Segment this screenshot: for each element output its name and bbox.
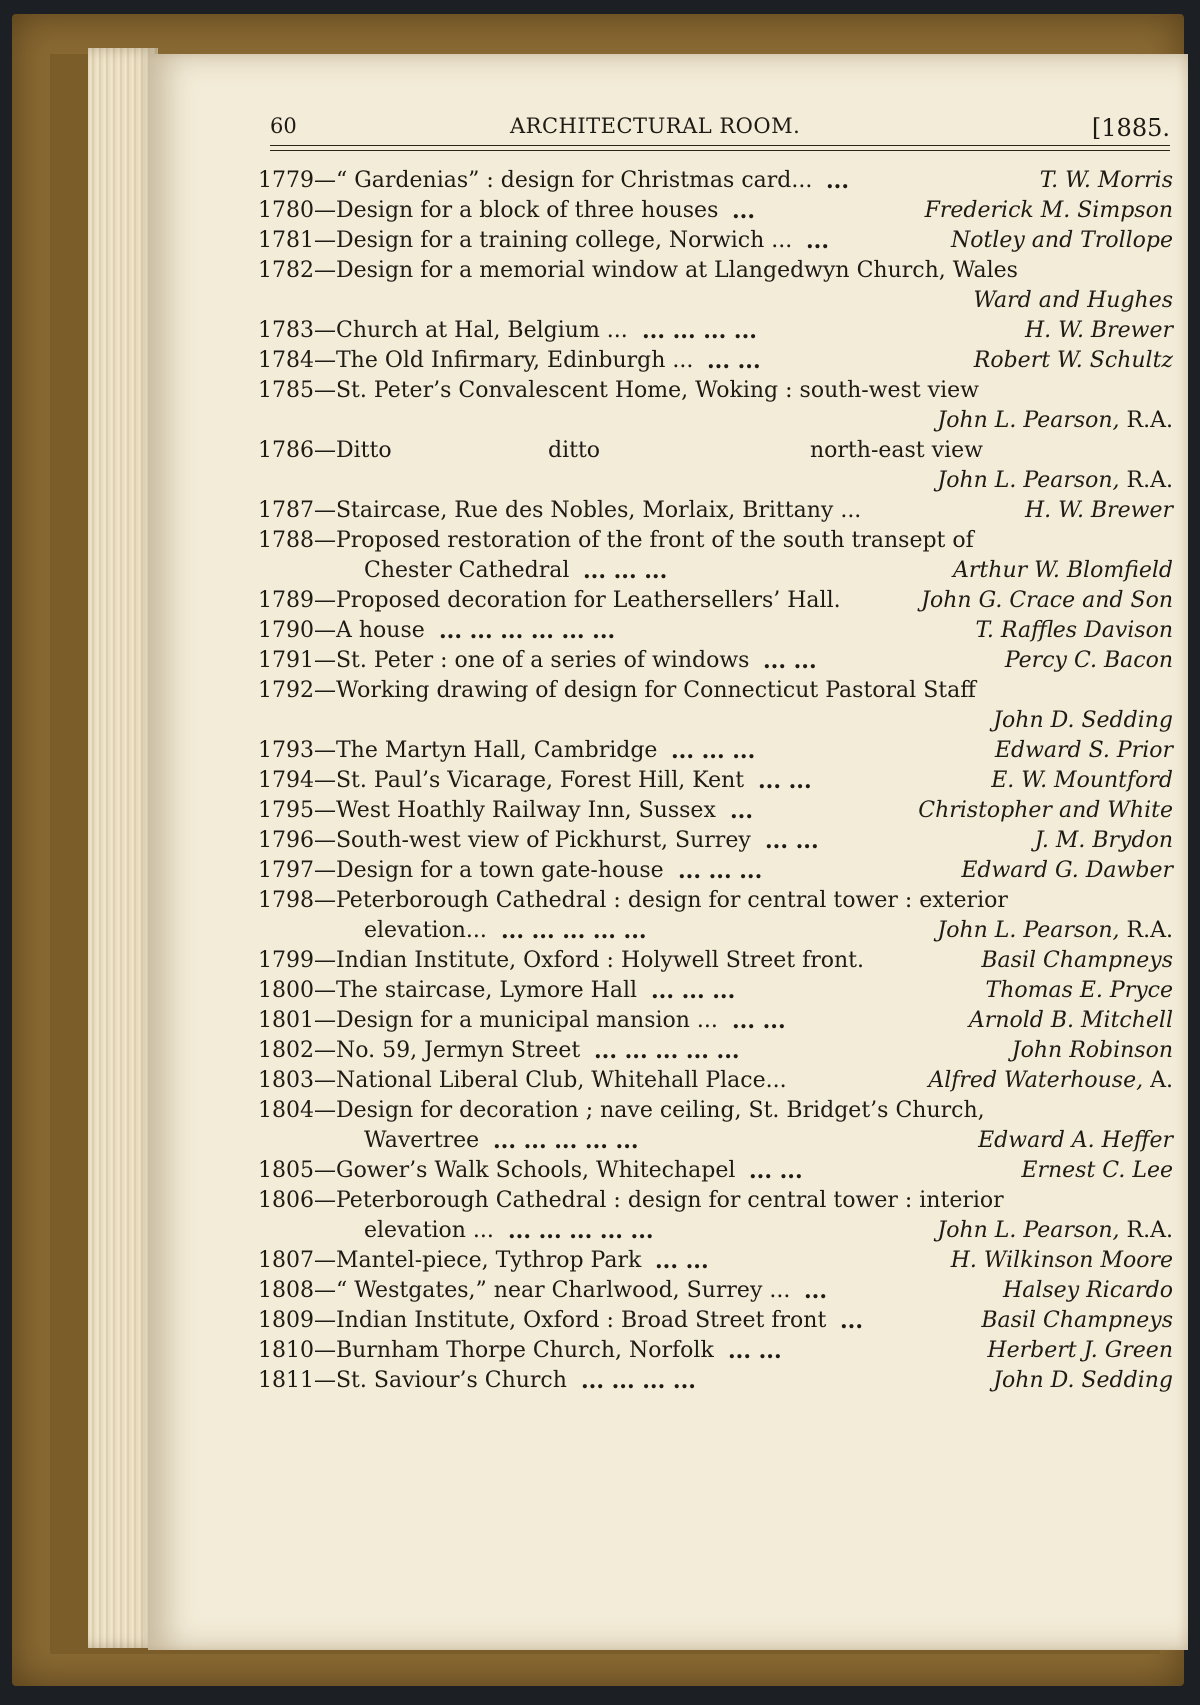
entry-title: 1792—Working drawing of design for Connecticut Pastoral Staff — [258, 678, 976, 703]
entry-line — [258, 916, 1173, 946]
artist-name — [978, 1126, 1173, 1156]
artist-name-text: H. W. Brewer — [1025, 498, 1173, 523]
artist-name-text: Arthur W. Blomfield — [953, 558, 1173, 583]
artist-name-text: T. W. Morris — [1039, 168, 1173, 193]
leader-dots: ... — [826, 168, 849, 194]
artist-name — [991, 766, 1173, 796]
entry-title: 1780—Design for a block of three houses — [258, 198, 719, 223]
entry-line — [258, 1186, 1173, 1216]
entry-title: 1793—The Martyn Hall, Cambridge — [258, 738, 658, 763]
entry-title: 1806—Peterborough Cathedral : design for central tower : interior — [258, 1188, 1004, 1213]
entry-line — [258, 1066, 1173, 1096]
entry-line — [258, 1366, 1173, 1396]
entry-title: 1794—St. Paul’s Vicarage, Forest Hill, Kent — [258, 768, 745, 793]
leader-dots: ... ... ... — [651, 978, 736, 1004]
artist-name-text: Edward S. Prior — [994, 738, 1173, 763]
entry-title: 1811—St. Saviour’s Church — [258, 1368, 567, 1393]
catalogue-entry-1800 — [258, 976, 1173, 1006]
leader-dots: ... ... ... ... ... — [508, 1218, 654, 1244]
leader-dots: ... ... ... — [583, 558, 668, 584]
entry-title: 1781—Design for a training college, Norwich ... — [258, 228, 793, 253]
artist-name-text: John L. Pearson, — [937, 1218, 1120, 1243]
ditto-mark: ditto — [548, 438, 601, 463]
running-header — [270, 114, 1170, 154]
entry-line — [258, 316, 1173, 346]
entry-line — [258, 346, 1173, 376]
catalogue-entry-1808 — [258, 1276, 1173, 1306]
catalogue-entry-1781 — [258, 226, 1173, 256]
entry-line — [258, 286, 1173, 316]
entry-title: 1779—“ Gardenias” : design for Christmas card... — [258, 168, 813, 193]
artist-name — [987, 1336, 1173, 1366]
entry-title: 1797—Design for a town gate-house — [258, 858, 664, 883]
artist-name-text: Ernest C. Lee — [1021, 1158, 1173, 1183]
artist-name — [1003, 1276, 1173, 1306]
entry-title-continued: elevation... — [364, 918, 487, 943]
artist-name — [1025, 316, 1173, 346]
artist-name — [921, 586, 1173, 616]
entry-line — [258, 886, 1173, 916]
catalogue-entry-1792 — [258, 676, 1173, 736]
artist-name-text: Basil Champneys — [981, 948, 1173, 973]
artist-name — [974, 346, 1173, 376]
leader-dots: ... ... — [765, 828, 819, 854]
artist-name-text: Halsey Ricardo — [1003, 1278, 1173, 1303]
entry-title: 1785—St. Peter’s Convalescent Home, Woking : south-west view — [258, 378, 979, 403]
artist-name-text: Basil Champneys — [981, 1308, 1173, 1333]
catalogue-entry-1793 — [258, 736, 1173, 766]
catalogue-entry-1796 — [258, 826, 1173, 856]
year-marker: [1885. — [1091, 114, 1170, 142]
artist-name — [981, 946, 1173, 976]
entry-line — [258, 436, 1173, 466]
entry-line — [258, 946, 1173, 976]
entry-line — [258, 1336, 1173, 1366]
artist-name-text: John G. Crace and Son — [921, 588, 1173, 613]
entry-line — [258, 736, 1173, 766]
leader-dots: ... ... — [758, 768, 812, 794]
catalogue-entry-1779 — [258, 166, 1173, 196]
artist-name-text: Edward G. Dawber — [961, 858, 1173, 883]
entry-title: 1796—South-west view of Pickhurst, Surrey — [258, 828, 751, 853]
entry-line — [258, 466, 1173, 496]
entry-line — [258, 586, 1173, 616]
catalogue-entry-1811 — [258, 1366, 1173, 1396]
entry-title: 1800—The staircase, Lymore Hall — [258, 978, 638, 1003]
leader-dots: ... — [804, 1278, 827, 1304]
artist-suffix: R.A. — [1126, 408, 1173, 433]
running-title: ARCHITECTURAL ROOM. — [510, 114, 801, 138]
leader-dots: ... — [806, 228, 829, 254]
artist-suffix: R.A. — [1126, 468, 1173, 493]
entry-title: 1803—National Liberal Club, Whitehall Place... — [258, 1068, 787, 1093]
entry-title: 1784—The Old Infirmary, Edinburgh ... — [258, 348, 694, 373]
catalogue-entry-1804 — [258, 1096, 1173, 1156]
entry-line — [258, 646, 1173, 676]
leader-dots: ... ... — [655, 1248, 709, 1274]
entry-line — [258, 766, 1173, 796]
artist-name-text: Thomas E. Pryce — [985, 978, 1173, 1003]
entry-line — [258, 256, 1173, 286]
artist-name — [951, 1246, 1173, 1276]
entry-line — [258, 856, 1173, 886]
catalogue-entry-1795 — [258, 796, 1173, 826]
entry-line — [258, 976, 1173, 1006]
entry-title: 1782—Design for a memorial window at Llangedwyn Church, Wales — [258, 258, 1018, 283]
artist-name — [1025, 496, 1173, 526]
leader-dots: ... ... ... ... ... — [493, 1128, 639, 1154]
catalogue-page — [148, 54, 1188, 1650]
leader-dots: ... ... ... — [678, 858, 763, 884]
entry-line — [258, 376, 1173, 406]
entry-line — [258, 1216, 1173, 1246]
catalogue-entry-1803 — [258, 1066, 1173, 1096]
artist-name-text: John L. Pearson, — [937, 918, 1120, 943]
leader-dots: ... ... ... ... ... — [594, 1038, 740, 1064]
artist-name-text: Edward A. Heffer — [978, 1128, 1173, 1153]
leader-dots: ... ... ... — [671, 738, 756, 764]
artist-suffix: R.A. — [1126, 1218, 1173, 1243]
artist-name — [937, 916, 1173, 946]
entry-title: 1810—Burnham Thorpe Church, Norfolk — [258, 1338, 714, 1363]
catalogue-entry-1810 — [258, 1336, 1173, 1366]
catalogue-entry-1784 — [258, 346, 1173, 376]
leader-dots: ... ... ... ... — [642, 318, 757, 344]
entry-line — [258, 1156, 1173, 1186]
header-rule-bottom — [270, 150, 1170, 151]
leader-dots: ... ... — [763, 648, 817, 674]
artist-name — [1021, 1156, 1173, 1186]
entry-line — [258, 496, 1173, 526]
artist-name-text: Percy C. Bacon — [1004, 648, 1173, 673]
entry-line — [258, 826, 1173, 856]
leader-dots: ... — [730, 798, 753, 824]
entry-line — [258, 196, 1173, 226]
leader-dots: ... — [840, 1308, 863, 1334]
entry-title: 1787—Staircase, Rue des Nobles, Morlaix, Brittany ... — [258, 498, 862, 523]
page-number: 60 — [270, 114, 297, 138]
artist-name-text: Robert W. Schultz — [973, 348, 1173, 373]
catalogue-entry-1798 — [258, 886, 1173, 946]
artist-name-text: Herbert J. Green — [987, 1338, 1173, 1363]
entry-title: 1786—Ditto — [258, 438, 392, 463]
artist-name — [975, 616, 1173, 646]
entry-line — [258, 1036, 1173, 1066]
catalogue-entry-1806 — [258, 1186, 1173, 1246]
artist-name-text: E. W. Mountford — [991, 768, 1173, 793]
artist-suffix: A. — [1150, 1068, 1173, 1093]
entry-title: 1805—Gower’s Walk Schools, Whitechapel — [258, 1158, 736, 1183]
entry-title: 1795—West Hoathly Railway Inn, Sussex — [258, 798, 716, 823]
artist-name-text: T. Raffles Davison — [975, 618, 1173, 643]
artist-name — [986, 976, 1173, 1006]
entry-line — [258, 526, 1173, 556]
artist-name — [961, 856, 1173, 886]
catalogue-entry-1783 — [258, 316, 1173, 346]
artist-name-text: John D. Sedding — [993, 708, 1173, 733]
entry-title: 1798—Peterborough Cathedral : design for central tower : exterior — [258, 888, 1008, 913]
entry-title: 1790—A house — [258, 618, 425, 643]
leader-dots: ... ... — [732, 1008, 786, 1034]
catalogue-entry-1782 — [258, 256, 1173, 316]
artist-name-text: Ward and Hughes — [973, 288, 1173, 313]
header-rule-top — [270, 145, 1170, 146]
leader-dots: ... ... ... ... ... — [501, 918, 647, 944]
artist-name-text: H. W. Brewer — [1025, 318, 1173, 343]
artist-name-text: John D. Sedding — [993, 1368, 1173, 1393]
artist-name-text: John L. Pearson, — [937, 408, 1120, 433]
entry-line — [258, 166, 1173, 196]
artist-name-text: John Robinson — [1011, 1038, 1173, 1063]
artist-name-text: Frederick M. Simpson — [924, 198, 1173, 223]
artist-name-text: Alfred Waterhouse, — [928, 1068, 1144, 1093]
artist-name — [937, 466, 1173, 496]
entry-line — [258, 676, 1173, 706]
artist-name — [937, 406, 1173, 436]
leader-dots: ... ... — [707, 348, 761, 374]
artist-name — [1040, 166, 1173, 196]
entry-title: 1804—Design for decoration ; nave ceiling, St. Bridget’s Church, — [258, 1098, 985, 1123]
entry-line — [258, 706, 1173, 736]
catalogue-entry-1794 — [258, 766, 1173, 796]
artist-name — [925, 196, 1173, 226]
artist-name — [937, 1216, 1173, 1246]
artist-name — [928, 1066, 1173, 1096]
entry-line — [258, 556, 1173, 586]
artist-name — [993, 706, 1173, 736]
artist-name — [1005, 646, 1173, 676]
artist-name — [953, 556, 1173, 586]
entry-title: 1802—No. 59, Jermyn Street — [258, 1038, 581, 1063]
entry-title: 1808—“ Westgates,” near Charlwood, Surrey ... — [258, 1278, 791, 1303]
catalogue-entry-1801 — [258, 1006, 1173, 1036]
artist-name-text: Notley and Trollope — [950, 228, 1173, 253]
artist-name-text: J. M. Brydon — [1034, 828, 1173, 853]
entry-title: 1807—Mantel-piece, Tythrop Park — [258, 1248, 642, 1273]
leader-dots: ... ... ... ... ... ... — [439, 618, 616, 644]
leader-dots: ... ... — [749, 1158, 803, 1184]
entry-line — [258, 1246, 1173, 1276]
entry-line — [258, 1096, 1173, 1126]
catalogue-entry-1807 — [258, 1246, 1173, 1276]
entry-title-continued: Chester Cathedral — [364, 558, 570, 583]
entry-title: 1783—Church at Hal, Belgium ... — [258, 318, 628, 343]
catalogue-entry-1799 — [258, 946, 1173, 976]
artist-name — [969, 1006, 1173, 1036]
catalogue-entry-1787 — [258, 496, 1173, 526]
artist-name — [1012, 1036, 1173, 1066]
entry-line — [258, 1306, 1173, 1336]
catalogue-entry-1789 — [258, 586, 1173, 616]
leader-dots: ... — [732, 198, 755, 224]
entry-title-continued: elevation ... — [364, 1218, 494, 1243]
entry-line — [258, 1276, 1173, 1306]
entry-title: 1809—Indian Institute, Oxford : Broad Street front — [258, 1308, 827, 1333]
artist-name — [918, 796, 1173, 826]
entry-title: 1788—Proposed restoration of the front of the south transept of — [258, 528, 974, 553]
artist-name — [951, 226, 1173, 256]
catalogue-entry-1809 — [258, 1306, 1173, 1336]
entry-line — [258, 796, 1173, 826]
catalogue-entries — [258, 166, 1173, 1396]
entry-line — [258, 1126, 1173, 1156]
catalogue-entry-1802 — [258, 1036, 1173, 1066]
artist-name — [1035, 826, 1173, 856]
entry-line — [258, 1006, 1173, 1036]
leader-dots: ... ... ... ... — [581, 1368, 696, 1394]
artist-suffix: R.A. — [1126, 918, 1173, 943]
catalogue-entry-1791 — [258, 646, 1173, 676]
artist-name — [995, 736, 1173, 766]
catalogue-entry-1780 — [258, 196, 1173, 226]
artist-name — [973, 286, 1173, 316]
entry-title: 1789—Proposed decoration for Leathersellers’ Hall. — [258, 588, 841, 613]
entry-line — [258, 226, 1173, 256]
entry-title: 1801—Design for a municipal mansion ... — [258, 1008, 718, 1033]
artist-name — [993, 1366, 1173, 1396]
artist-name-text: H. Wilkinson Moore — [950, 1248, 1173, 1273]
artist-name-text: Christopher and White — [918, 798, 1173, 823]
artist-name — [981, 1306, 1173, 1336]
catalogue-entry-1797 — [258, 856, 1173, 886]
entry-title-continued: Wavertree — [364, 1128, 480, 1153]
catalogue-entry-1805 — [258, 1156, 1173, 1186]
catalogue-entry-1790 — [258, 616, 1173, 646]
artist-name-text: Arnold B. Mitchell — [968, 1008, 1173, 1033]
catalogue-entry-1786 — [258, 436, 1173, 496]
entry-line — [258, 616, 1173, 646]
leader-dots: ... ... — [728, 1338, 782, 1364]
catalogue-entry-1788 — [258, 526, 1173, 586]
entry-view: north-east view — [810, 438, 983, 463]
artist-name-text: John L. Pearson, — [937, 468, 1120, 493]
entry-line — [258, 406, 1173, 436]
catalogue-entry-1785 — [258, 376, 1173, 436]
entry-title: 1799—Indian Institute, Oxford : Holywell Street front. — [258, 948, 864, 973]
entry-title: 1791—St. Peter : one of a series of windows — [258, 648, 750, 673]
